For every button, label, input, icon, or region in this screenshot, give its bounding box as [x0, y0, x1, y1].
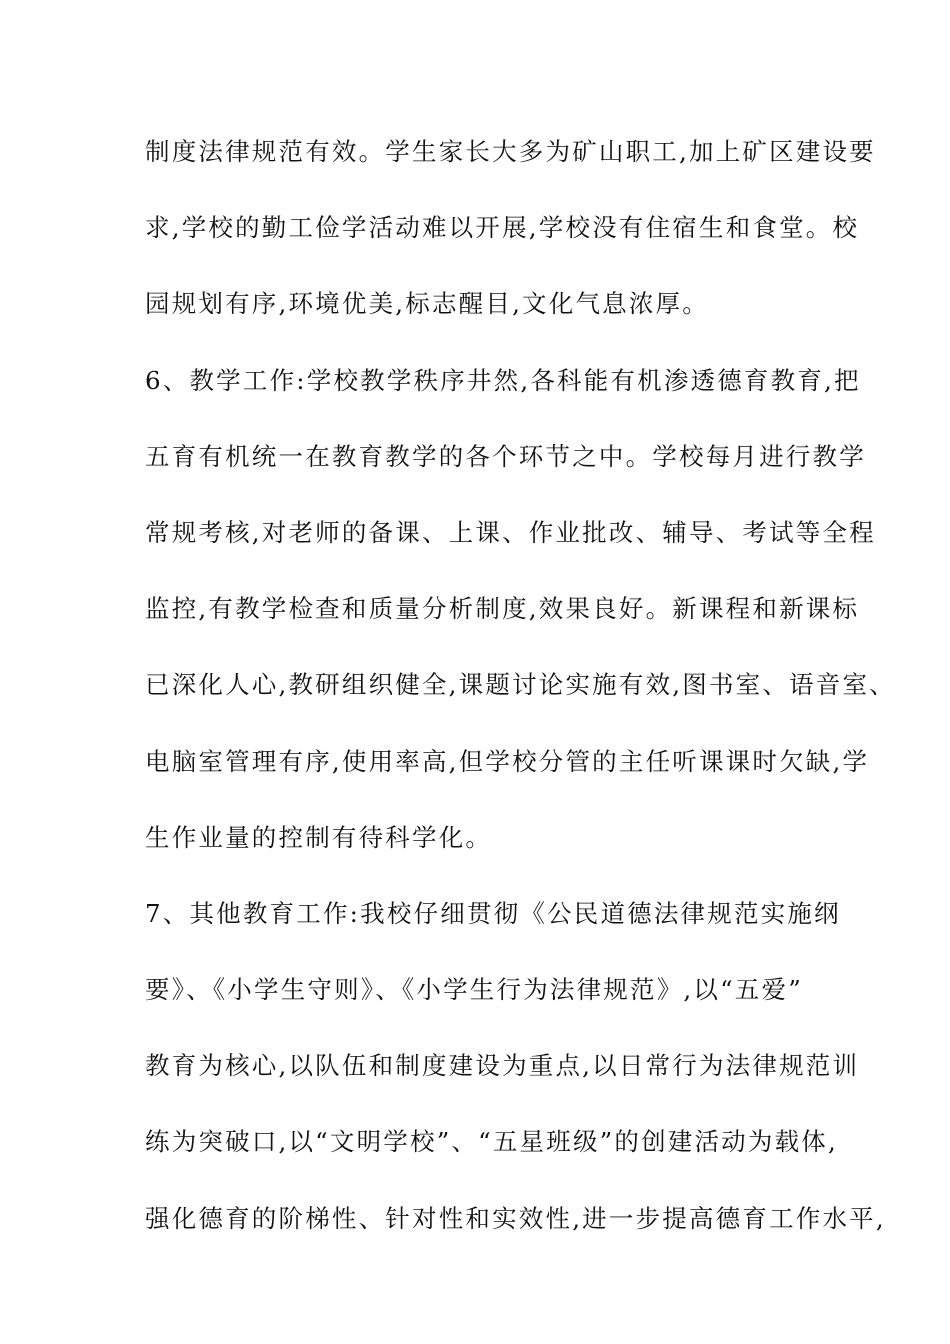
- text-line: 6、教学工作:学校教学秩序井然,各科能有机渗透德育教育,把: [145, 365, 861, 395]
- text-line: 制度法律规范有效。学生家长大多为矿山职工,加上矿区建设要: [145, 137, 876, 166]
- text-line: 常规考核,对老师的备课、上课、作业批改、辅导、考试等全程: [145, 517, 876, 547]
- text-line: 练为突破口,以“文明学校”、“五星班级”的创建活动为载体,: [145, 1127, 838, 1157]
- text-line: 强化德育的阶梯性、针对性和实效性,进一步提高德育工作水平,: [145, 1203, 886, 1233]
- text-line: 7、其他教育工作:我校仔细贯彻《公民道德法律规范实施纲: [145, 898, 841, 928]
- text-line: 求,学校的勤工俭学活动难以开展,学校没有住宿生和食堂。校: [145, 213, 860, 243]
- text-line: 电脑室管理有序,使用率高,但学校分管的主任听课课时欠缺,学: [145, 746, 870, 776]
- text-line: 监控,有教学检查和质量分析制度,效果良好。新课程和新课标: [145, 594, 860, 624]
- text-line: 要》、《小学生守则》、《小学生行为法律规范》,以“五爱”: [145, 975, 803, 1005]
- text-line: 五育有机统一在教育教学的各个环节之中。学校每月进行教学: [145, 441, 866, 471]
- body-text: [145, 128, 896, 1271]
- text-line: 园规划有序,环境优美,标志醒目,文化气息浓厚。: [145, 289, 709, 319]
- text-line: 已深化人心,教研组织健全,课题讨论实施有效,图书室、语音室、: [145, 670, 896, 700]
- text-line: 教育为核心,以队伍和制度建设为重点,以日常行为法律规范训: [145, 1051, 860, 1081]
- text-line: 生作业量的控制有待科学化。: [145, 822, 493, 852]
